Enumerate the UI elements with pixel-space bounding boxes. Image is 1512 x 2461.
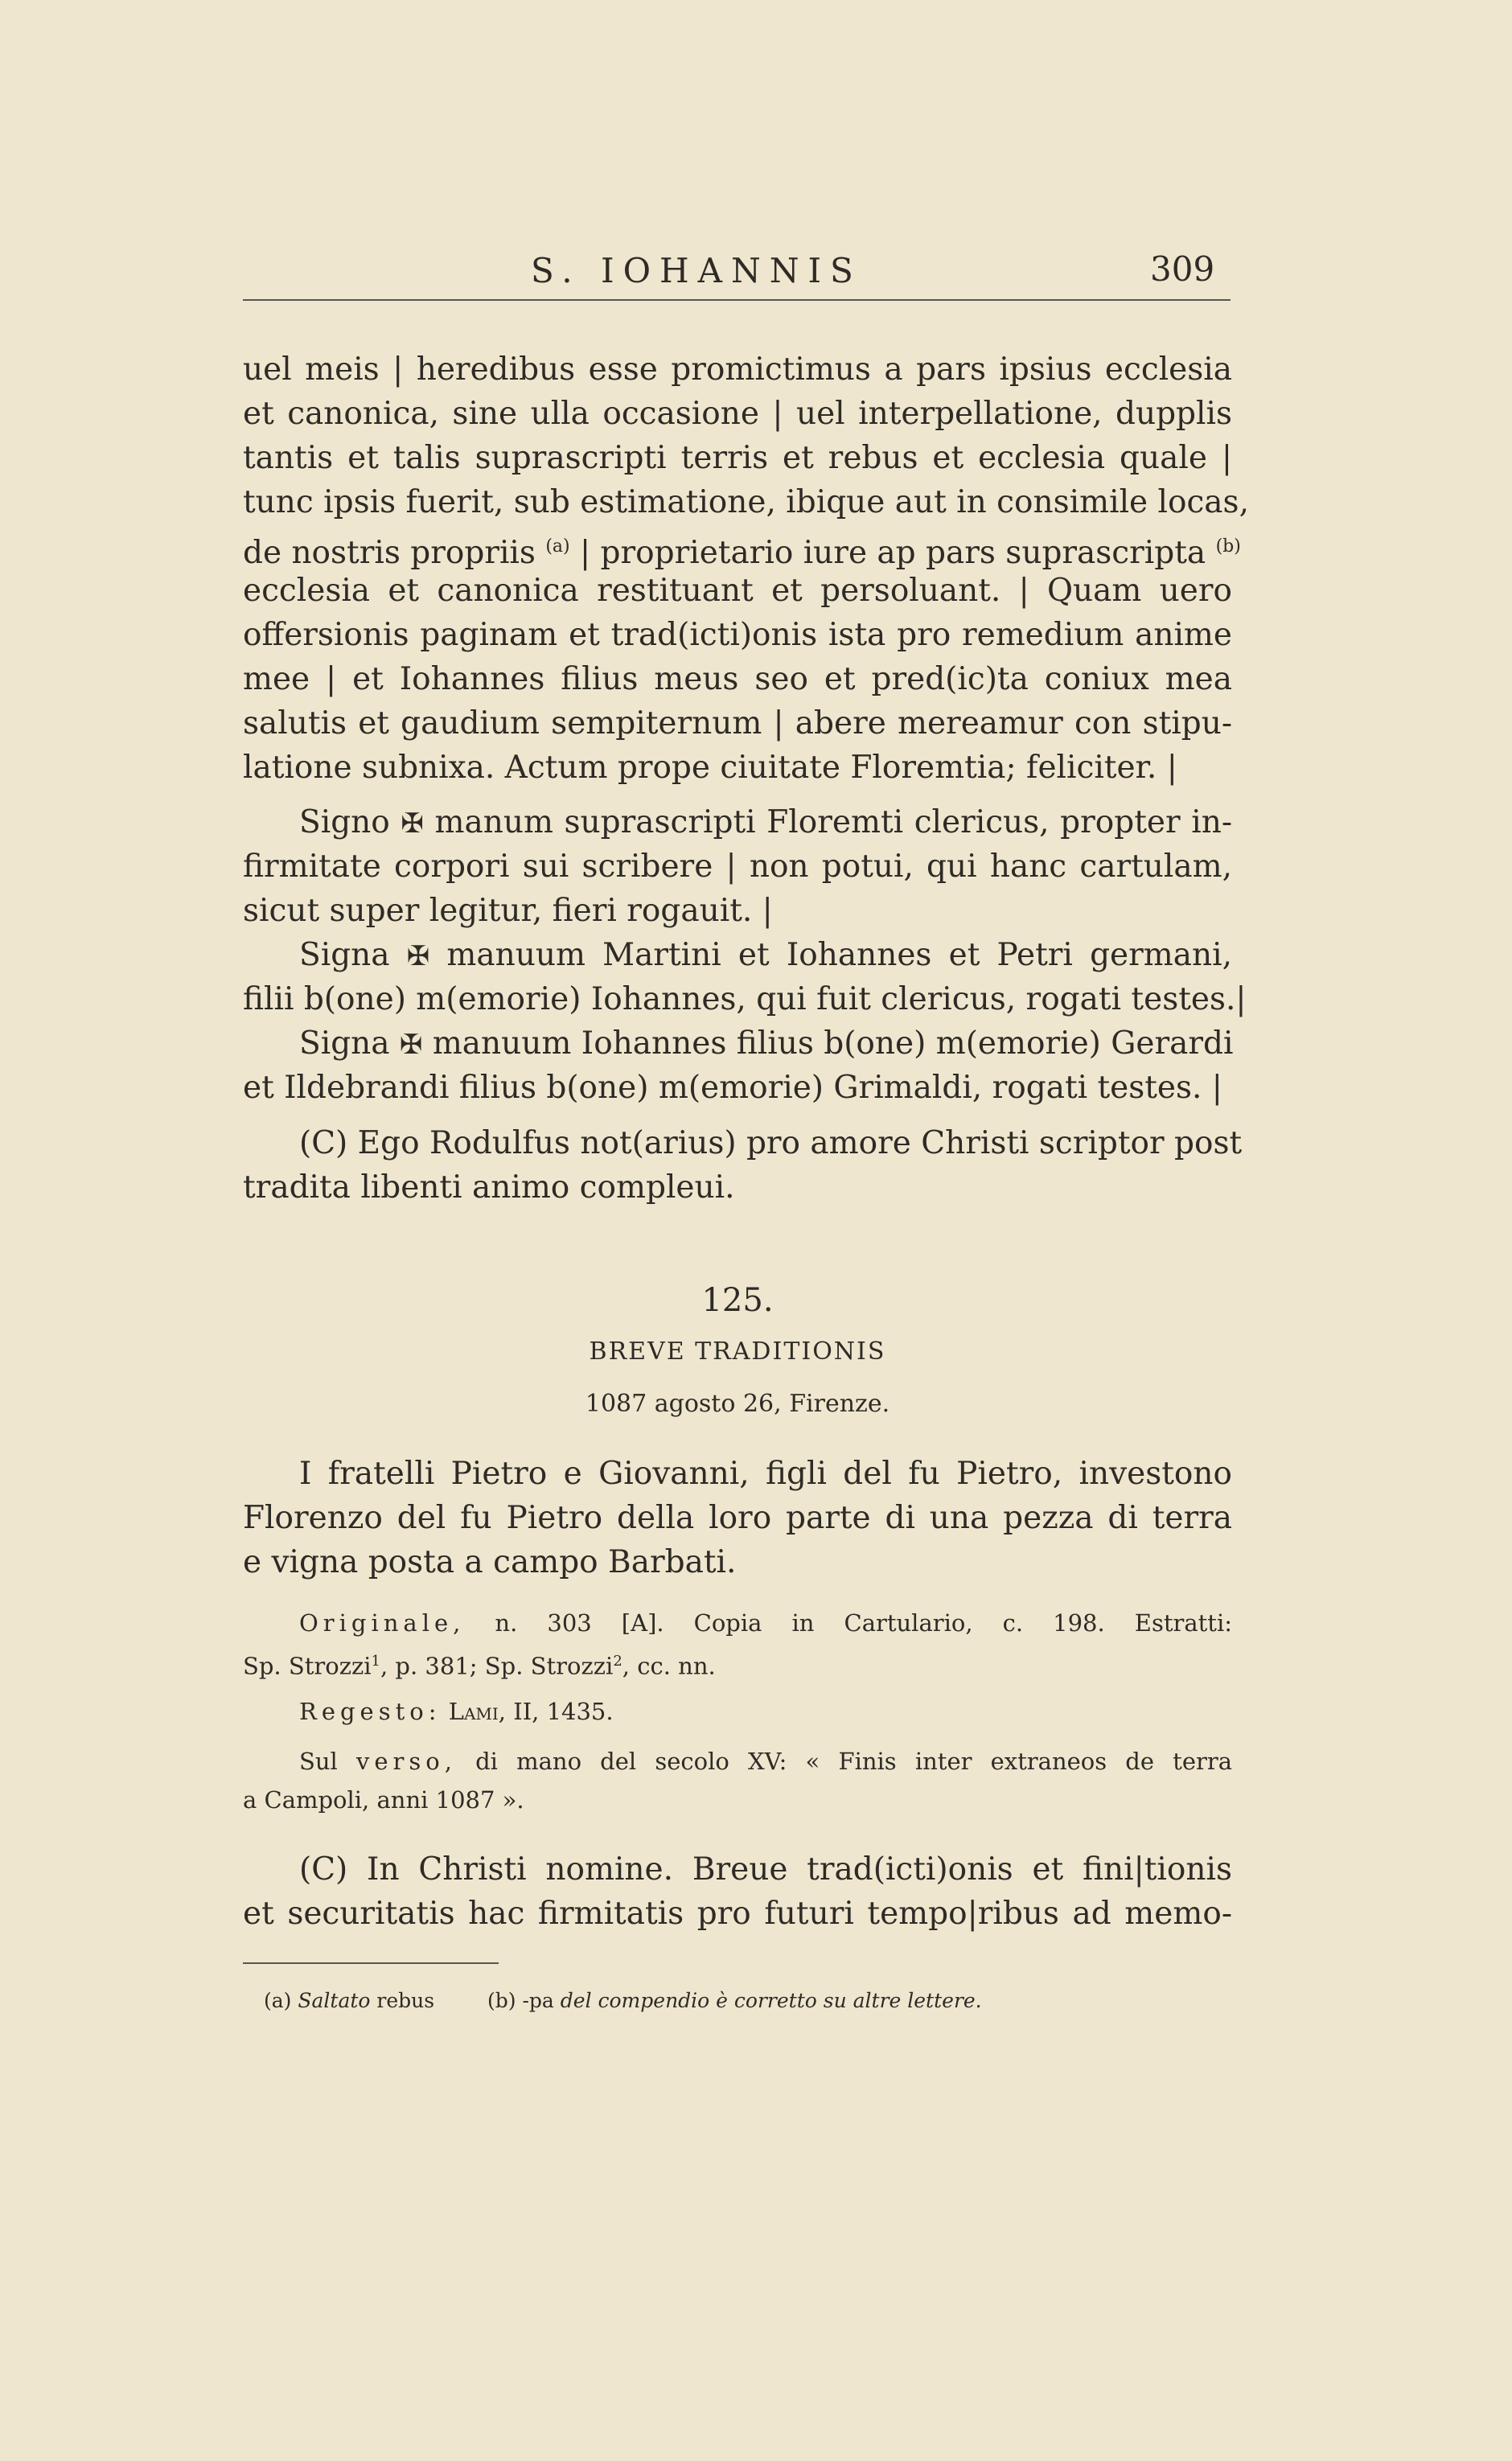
text-line: et Ildebrandi filius b(one) m(emorie) Grimaldi, rogati testes. | [243, 1070, 1222, 1106]
archival-notes [243, 1604, 1232, 1819]
text-line: offersionis paginam et trad(icti)onis ista pro remedium anime [243, 617, 1232, 653]
text-segment: de nostris propriis [243, 535, 546, 571]
text-line: mee | et Iohannes filius meus seo et pred(ic)ta coniux mea [243, 661, 1232, 697]
document-number: 125. [701, 1282, 774, 1319]
text-segment: | proprietario iure ap pars suprascripta [569, 535, 1216, 571]
signature-line [243, 1021, 1232, 1066]
text-line: tradita libenti animo compleui. [243, 1169, 735, 1206]
note-label: Originale, [299, 1609, 466, 1637]
footnotes [264, 1986, 982, 2015]
superscript: 1 [371, 1653, 380, 1670]
page-number: 309 [1150, 249, 1215, 289]
text-line: (C) Ego Rodulfus not(arius) pro amore Christi scriptor post [299, 1125, 1243, 1161]
text-line: e vigna posta a campo Barbati. [243, 1544, 737, 1580]
running-header-title: S. IOHANNIS [531, 251, 862, 290]
text-segment: Signa [299, 937, 407, 973]
text-segment: manuum Iohannes filius b(one) m(emorie) Gerardi [422, 1025, 1234, 1062]
note-line [243, 1642, 1232, 1681]
document-date: 1087 agosto 26, Firenze. [585, 1390, 890, 1418]
document-summary [243, 1452, 1232, 1584]
signature-line [243, 933, 1232, 977]
text-line: filii b(one) m(emorie) Iohannes, qui fuit clericus, rogati testes.| [243, 981, 1247, 1017]
text-segment: di mano del secolo XV: « Finis inter extraneos de terra [456, 1748, 1232, 1775]
superscript: 2 [613, 1653, 622, 1670]
signatures [243, 800, 1247, 1110]
text-segment: Sul [299, 1748, 356, 1775]
text-segment: manum suprascripti Floremti clericus, propter in- [423, 804, 1233, 840]
text-segment: , p. 381; Sp. Strozzi [380, 1652, 614, 1680]
text-line: uel meis | heredibus esse promictimus a pars ipsius ecclesia [243, 351, 1232, 388]
note-line-verso [243, 1742, 1232, 1781]
text-segment: Sp. Strozzi [243, 1652, 372, 1680]
note-line-regesto [243, 1692, 1232, 1731]
note-line-originale [243, 1604, 1232, 1642]
footnote-text: del compendio è corretto su altre lettere. [560, 1989, 982, 2012]
note-label: verso, [355, 1748, 457, 1775]
document-title: BREVE TRADITIONIS [589, 1337, 886, 1366]
text-line: tunc ipsis fuerit, sub estimatione, ibique aut in consimile locas, [243, 484, 1249, 520]
cross-icon: ✠ [401, 807, 424, 840]
text-line: tantis et talis suprascripti terris et rebus et ecclesia quale | [243, 440, 1232, 476]
text-line: I fratelli Pietro e Giovanni, figli del fu Pietro, investono [299, 1456, 1232, 1492]
footnote-ref-a: (a) [545, 536, 570, 557]
note-line: a Campoli, anni 1087 ». [243, 1786, 524, 1814]
text-line: firmitate corpori sui scribere | non potui, qui hanc cartulam, [243, 848, 1232, 885]
text-segment: n. 303 [A]. Copia in Cartulario, c. 198. Estratti: [465, 1609, 1232, 1637]
text-segment: manuum Martini et Iohannes et Petri germani, [429, 937, 1232, 973]
text-segment: Signa [299, 1025, 400, 1062]
paragraph-1 [243, 347, 1249, 790]
cross-icon: ✠ [399, 1029, 423, 1061]
text-line: sicut super legitur, fieri rogauit. | [243, 893, 773, 929]
text-line: et securitatis hac firmitatis pro futuri tempo|ribus ad memo- [243, 1896, 1232, 1932]
text-segment: Lami, II, 1435. [441, 1698, 614, 1725]
note-label: Regesto: [299, 1698, 442, 1725]
footnote-mark: (a) [264, 1989, 292, 2012]
text-line: et canonica, sine ulla occasione | uel interpellatione, dupplis [243, 396, 1232, 432]
text-line: (C) In Christi nomine. Breue trad(icti)onis et fini|tionis [299, 1851, 1232, 1888]
text-line: salutis et gaudium sempiternum | abere mereamur con stipu- [243, 705, 1232, 742]
notary-clause [243, 1121, 1243, 1210]
header-rule [243, 299, 1231, 301]
footnote-mark: (b) [487, 1989, 516, 2012]
text-line: latione subnixa. Actum prope ciuitate Floremtia; feliciter. | [243, 750, 1177, 786]
footnote-rule [243, 1962, 499, 1964]
text-line: ecclesia et canonica restituant et persoluant. | Quam uero [243, 573, 1232, 609]
footnote-text: rebus [370, 1989, 435, 2012]
footnote-ref-b: (b) [1215, 536, 1241, 557]
document-text [243, 1847, 1232, 1936]
footnote-text: Saltato [298, 1989, 371, 2012]
text-line: Florenzo del fu Pietro della loro parte di una pezza di terra [243, 1500, 1232, 1536]
cross-icon: ✠ [406, 940, 430, 972]
text-line [243, 524, 1241, 571]
signature-line [243, 800, 1232, 844]
footnote-text: -pa [516, 1989, 561, 2012]
text-segment: Signo [299, 804, 401, 840]
text-segment: , cc. nn. [622, 1652, 716, 1680]
